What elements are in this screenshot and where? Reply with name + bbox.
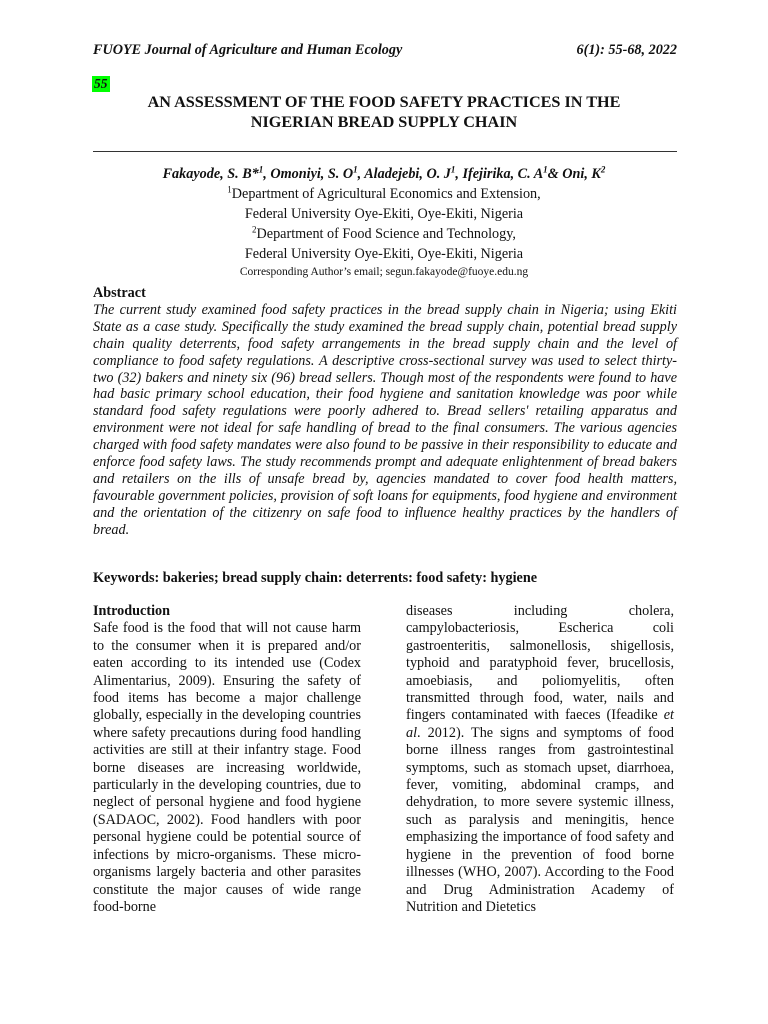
title-line: AN ASSESSMENT OF THE FOOD SAFETY PRACTICES IN THE [147,93,621,111]
title-line: NIGERIAN BREAD SUPPLY CHAIN [250,113,518,131]
author-name: , Omoniyi, S. O [263,166,354,182]
intro-paragraph-continued: diseases including cholera, campylobacteriosis, Escherica coli gastroenteritis, salmonellosis, shigellosis, typhoid and paratyphoid fever, brucellosis, amoebiasis, and poliomyelitis, often transmitted through food, water, nails and fingers contaminated with faeces (Ifeadike et al. 2012). The signs and symptoms of food borne illness ranges from gastrointestinal symptoms, such as stomach upset, diarrhoea, fever, vomiting, abdominal cramps, and dehydration, to more severe systemic illness, such as paralysis and meningitis, hence emphasizing the importance of food safety and hygiene in the prevention of food borne illnesses (WHO, 2007). According to the Food and Drug Administration Academy of Nutrition and Dietetics [406,603,674,915]
keywords-label: Keywords: [93,570,160,586]
running-header [93,42,677,59]
intro-left-column [93,603,361,916]
corresponding-email: Corresponding Author’s email; segun.fakayode@fuoye.edu.ng [239,266,529,278]
author-name: , Ifejirika, C. A [455,166,544,182]
affiliation-marker: 1 [227,184,232,195]
author-name: & Oni, K [547,166,601,182]
author-name: , Aladejebi, O. J [357,166,451,182]
author-affil-marker: 2 [600,164,606,175]
affiliation-marker: 2 [252,224,257,235]
abstract-section [93,285,677,539]
author-affil-marker: 1 [258,164,264,175]
title-divider [93,151,677,152]
intro-right-column [406,603,674,916]
author-affil-marker: 1 [543,164,548,175]
author-block [60,164,708,281]
journal-name: FUOYE Journal of Agriculture and Human Ecology [93,42,403,58]
paper-title [80,92,688,132]
abstract-text: The current study examined food safety practices in the bread supply chain in Nigeria; using Ekiti State as a case study. Specifically the study examined the bread supply chain, potential bread supply chain quality deterrents, food safety arrangements in the bread supply chain and the level of compliance to food safety regulations. A descriptive cross-sectional survey was used to select thirty-two (32) bakers and ninety six (96) bread sellers. Though most of the respondents were found to have had basic primary school education, their food hygiene and sanitation knowledge was poor while standard food safety regulations were poorly adhered to. Bread sellers' retailing apparatus and environment were not ideal for safe handling of bread to the final consumers. The various agencies charged with food safety mandates were also found to be passive in their responsibility to educate and enforce food safety laws. The study recommends prompt and adequate enlightenment of bread bakers and retailers on the ills of unsafe bread by, agencies mandated to cover food health matters, favourable government policies, provision of soft loans for equipments, food hygiene and environment and the orientation of the citizenry on safe food to influence healthy practices by the handlers of bread. [93,301,677,538]
keywords-line [93,570,677,587]
affiliation-2: $^2$Department of Food Science and Technology, [252,224,516,242]
author-affil-marker: 1 [353,164,358,175]
affiliation-2-institution: Federal University Oye-Ekiti, Oye-Ekiti, Nigeria [244,246,524,262]
affiliation-1: $^1$Department of Agricultural Economics and Extension, [227,184,541,202]
et-al-italic: et al [406,707,674,741]
introduction-heading: Introduction [93,603,170,619]
author-affil-marker: 1 [450,164,456,175]
page-number-badge: 55 [94,76,108,91]
author-names [60,164,708,184]
author-name: Fakayode, S. B* [162,166,259,182]
keywords-text: bakeries; bread supply chain: deterrents: food safety: hygiene [159,570,538,586]
intro-paragraph: Safe food is the food that will not cause harm to the consumer when it is prepared and/or eaten according to its intended use (Codex Alimentarius, 2009). Ensuring the safety of food items has become a major challenge globally, especially in the developing countries where safety precautions during food handling activities are still at their infantry stage. Food borne diseases are increasing worldwide, particularly in the developing countries, due to neglect of personal hygiene and food hygiene (SADAOC, 2002). Food handlers with poor personal hygiene could be potential source of infections by micro-organisms. These micro-organisms largely bacteria and other parasites constitute the major causes of wide range food-borne [93,620,361,915]
affiliation-1-institution: Federal University Oye-Ekiti, Oye-Ekiti, Nigeria [244,206,524,222]
abstract-heading: Abstract [93,285,146,301]
issue-info: 6(1): 55-68, 2022 [576,42,677,58]
